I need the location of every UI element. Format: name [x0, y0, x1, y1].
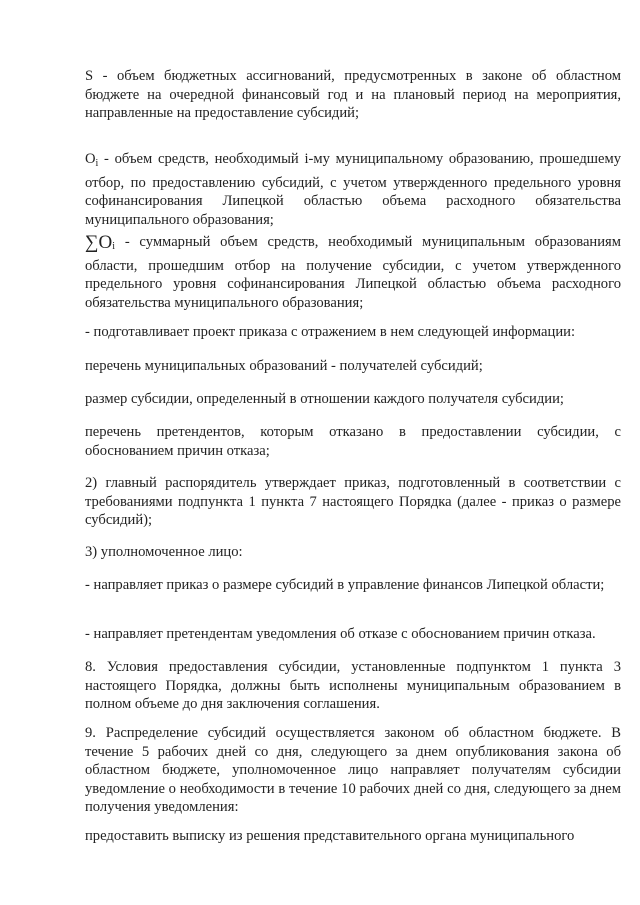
paragraph-text: 9. Распределение субсидий осуществляется законом об областном бюджете. В течение 5 рабочих дней со дня, следующего за днем опубликования закона об областном бюджете, уполномоченное лицо направляет получателям субсидии уведомление о необходимости в течение 10 рабочих дней со дня, следующего за днем получения уведомления:: [85, 725, 621, 816]
paragraph-prepare-draft: [85, 323, 621, 342]
paragraph-provide-extract: [85, 827, 621, 846]
paragraph-section-9: [85, 724, 621, 817]
paragraph-list-recipients: [85, 357, 621, 376]
paragraph-text: перечень претендентов, которым отказано в предоставлении субсидии, с обоснованием причин отказа;: [85, 424, 621, 459]
paragraph-subsidy-size: [85, 390, 621, 409]
paragraph-send-order: [85, 576, 621, 595]
paragraph-text: 3) уполномоченное лицо:: [85, 544, 243, 560]
paragraph-item-2: [85, 474, 621, 530]
paragraph-text: - суммарный объем средств, необходимый муниципальным образованиям области, прошедшим отбор на получение субсидии, с учетом утвержденного предельного уровня софинансирования Липецкой областью объема расходного обязательства муниципального образования;: [85, 234, 621, 311]
oi-symbol: $O_i$: [85, 151, 99, 169]
paragraph-text: предоставить выписку из решения представительного органа муниципального: [85, 828, 575, 844]
paragraph-text: размер субсидии, определенный в отношении каждого получателя субсидии;: [85, 391, 564, 407]
paragraph-text: - объем средств, необходимый i-му муниципальному образованию, прошедшему отбор, по предоставлению субсидий, с учетом утвержденного предельного уровня софинансирования Липецкой областью объема расходного обязательства муниципального образования;: [85, 151, 621, 228]
paragraph-sum-oi-definition: [85, 233, 621, 312]
paragraph-section-8: [85, 658, 621, 714]
paragraph-text: S - объем бюджетных ассигнований, предусмотренных в законе об областном бюджете на очередной финансовый год и на плановый период на мероприятия, направленные на предоставление субсидий;: [85, 68, 621, 122]
paragraph-text: - направляет претендентам уведомления об отказе с обоснованием причин отказа.: [85, 626, 596, 642]
sum-oi-symbol: $\sum O_i$: [85, 232, 116, 253]
paragraph-send-rejection: [85, 625, 621, 644]
paragraph-text: - подготавливает проект приказа с отражением в нем следующей информации:: [85, 324, 575, 340]
paragraph-rejected-applicants: [85, 423, 621, 460]
paragraph-text: перечень муниципальных образований - получателей субсидий;: [85, 358, 483, 374]
paragraph-s-definition: [85, 67, 621, 123]
paragraph-text: - направляет приказ о размере субсидий в управление финансов Липецкой области;: [85, 577, 605, 593]
paragraph-text: 8. Условия предоставления субсидии, установленные подпунктом 1 пункта 3 настоящего Порядка, должны быть исполнены муниципальным образованием в полном объеме до дня заключения соглашения.: [85, 659, 621, 713]
paragraph-oi-definition: [85, 150, 621, 229]
paragraph-item-3: [85, 543, 621, 562]
paragraph-text: 2) главный распорядитель утверждает приказ, подготовленный в соответствии с требованиями подпункта 1 пункта 7 настоящего Порядка (далее - приказ о размере субсидий);: [85, 475, 621, 529]
